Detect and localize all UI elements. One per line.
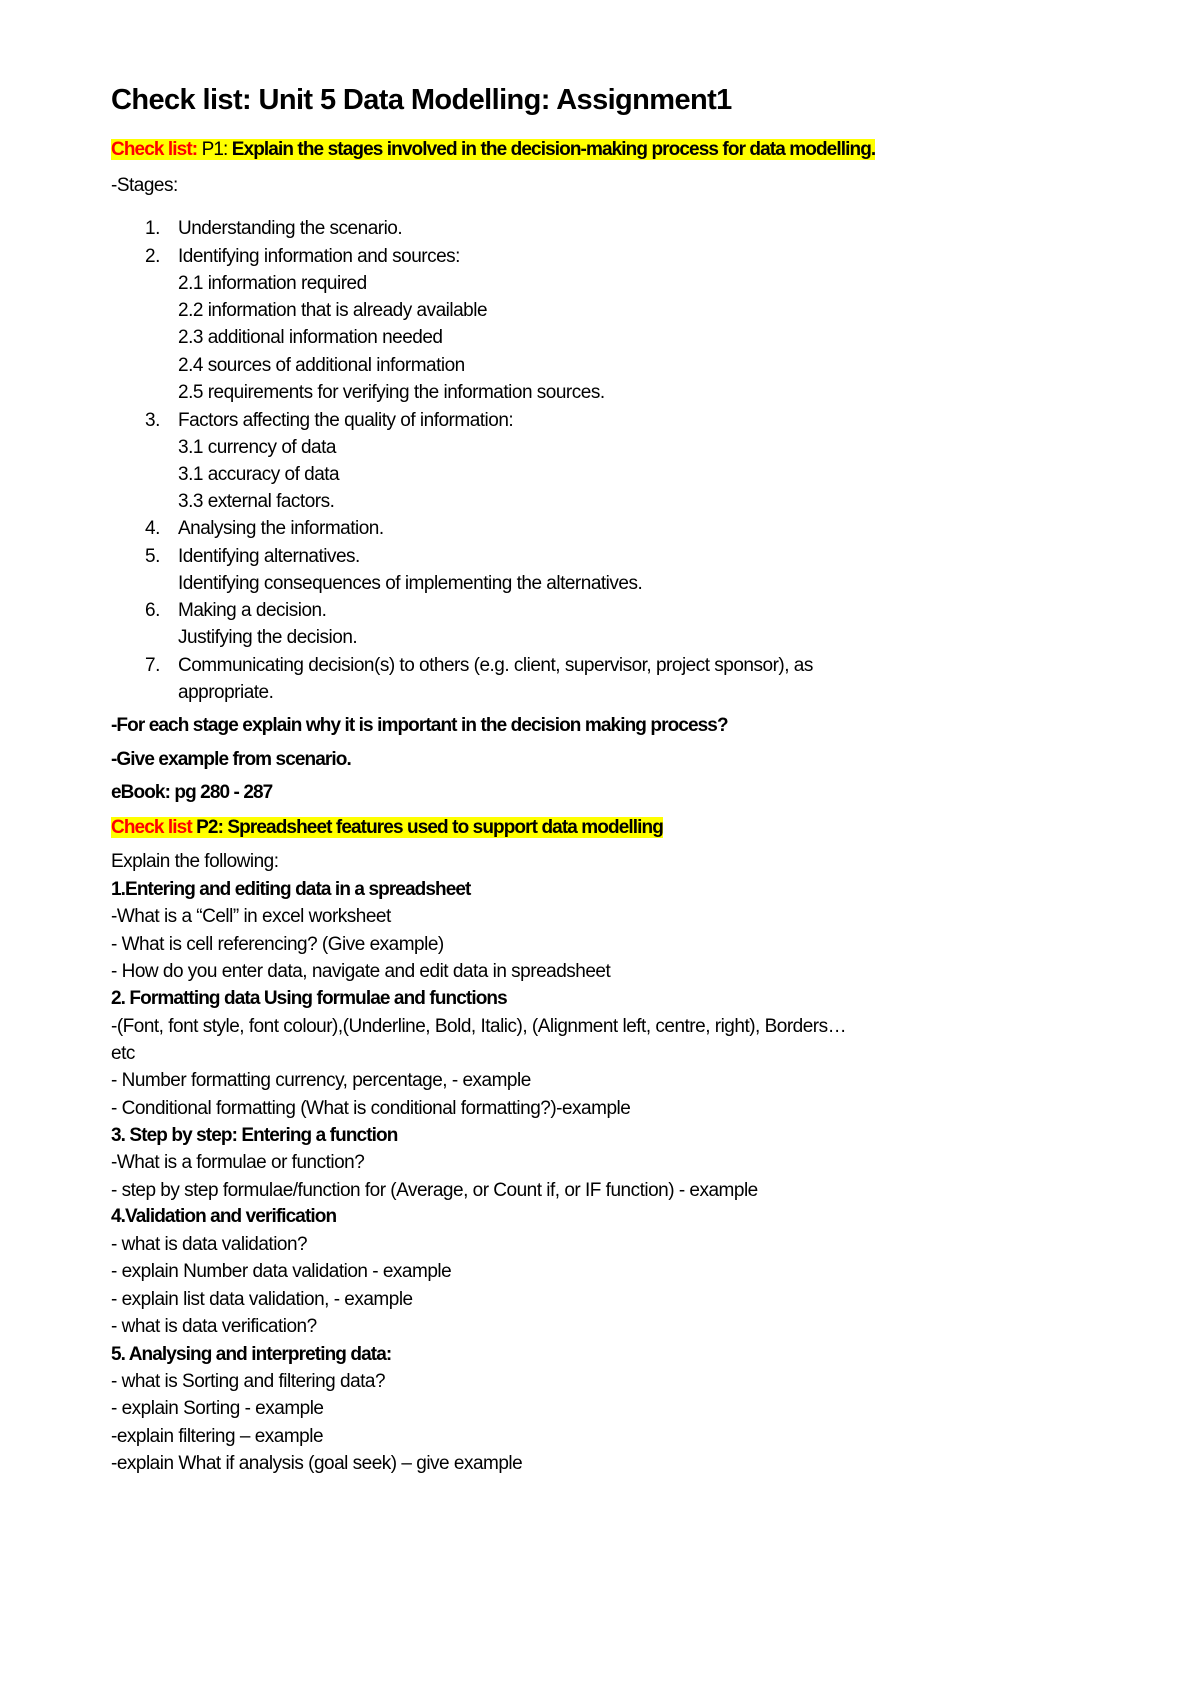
checklist-item: - What is cell referencing? (Give example) [111, 934, 444, 955]
section-heading: 5. Analysing and interpreting data: [111, 1344, 392, 1365]
list-text: Communicating decision(s) to others (e.g. client, supervisor, project sponsor), as [178, 655, 813, 676]
checklist-item: - step by step formulae/function for (Average, or Count if, or IF function) - example [111, 1180, 758, 1201]
checklist-item: - what is data verification? [111, 1316, 317, 1337]
p1-heading-text: Explain the stages involved in the decision-making process for data modelling. [231, 139, 876, 160]
section-heading: 4.Validation and verification [111, 1206, 337, 1227]
list-number: 3. [145, 410, 160, 431]
list-text: Factors affecting the quality of information: [178, 410, 514, 431]
list-text: Understanding the scenario. [178, 218, 403, 239]
list-text: 2.2 information that is already available [178, 300, 488, 321]
p1-heading [111, 137, 875, 163]
check-list-label: Check list: [111, 139, 198, 160]
list-number: 5. [145, 546, 160, 567]
checklist-item: - what is data validation? [111, 1234, 308, 1255]
p2-intro: Explain the following: [111, 851, 279, 872]
list-number: 4. [145, 518, 160, 539]
list-text: Making a decision. [178, 600, 327, 621]
p2-heading [111, 815, 663, 841]
ebook-reference: eBook: pg 280 - 287 [111, 782, 273, 803]
note-example: -Give example from scenario. [111, 749, 351, 770]
checklist-item: etc [111, 1043, 135, 1064]
checklist-item: -explain filtering – example [111, 1426, 324, 1447]
checklist-item: - what is Sorting and filtering data? [111, 1371, 386, 1392]
list-text: 2.4 sources of additional information [178, 355, 465, 376]
section-heading: 1.Entering and editing data in a spreadsheet [111, 879, 471, 900]
list-text: Identifying information and sources: [178, 246, 460, 267]
list-number: 7. [145, 655, 160, 676]
list-number: 2. [145, 246, 160, 267]
list-text: Justifying the decision. [178, 627, 358, 648]
list-text: Identifying alternatives. [178, 546, 360, 567]
list-text: Identifying consequences of implementing the alternatives. [178, 573, 643, 594]
list-number: 1. [145, 218, 160, 239]
checklist-item: - explain Sorting - example [111, 1398, 324, 1419]
checklist-item: -explain What if analysis (goal seek) – give example [111, 1453, 523, 1474]
checklist-item: - Conditional formatting (What is conditional formatting?)-example [111, 1098, 631, 1119]
p2-heading-text: P2: Spreadsheet features used to support data modelling [191, 817, 663, 838]
checklist-item: - explain Number data validation - example [111, 1261, 452, 1282]
check-list-label: Check list [111, 817, 192, 838]
note-importance: -For each stage explain why it is important in the decision making process? [111, 715, 728, 736]
section-heading: 3. Step by step: Entering a function [111, 1125, 398, 1146]
list-text: Analysing the information. [178, 518, 384, 539]
list-text: 2.3 additional information needed [178, 327, 443, 348]
section-heading: 2. Formatting data Using formulae and functions [111, 988, 507, 1009]
checklist-item: -(Font, font style, font colour),(Underline, Bold, Italic), (Alignment left, centre, right), Borders… [111, 1016, 847, 1037]
list-number: 6. [145, 600, 160, 621]
checklist-item: - Number formatting currency, percentage, - example [111, 1070, 531, 1091]
checklist-item: -What is a formulae or function? [111, 1152, 365, 1173]
list-text: 2.1 information required [178, 273, 367, 294]
page-title: Check list: Unit 5 Data Modelling: Assignment1 [111, 84, 732, 116]
list-text: appropriate. [178, 682, 274, 703]
list-text: 3.1 currency of data [178, 437, 336, 458]
checklist-item: - explain list data validation, - example [111, 1289, 413, 1310]
checklist-item: - How do you enter data, navigate and edit data in spreadsheet [111, 961, 611, 982]
list-text: 2.5 requirements for verifying the information sources. [178, 382, 605, 403]
list-text: 3.1 accuracy of data [178, 464, 340, 485]
checklist-item: -What is a “Cell” in excel worksheet [111, 906, 391, 927]
stages-label: -Stages: [111, 175, 178, 196]
p1-code: P1: [197, 139, 232, 160]
list-text: 3.3 external factors. [178, 491, 335, 512]
